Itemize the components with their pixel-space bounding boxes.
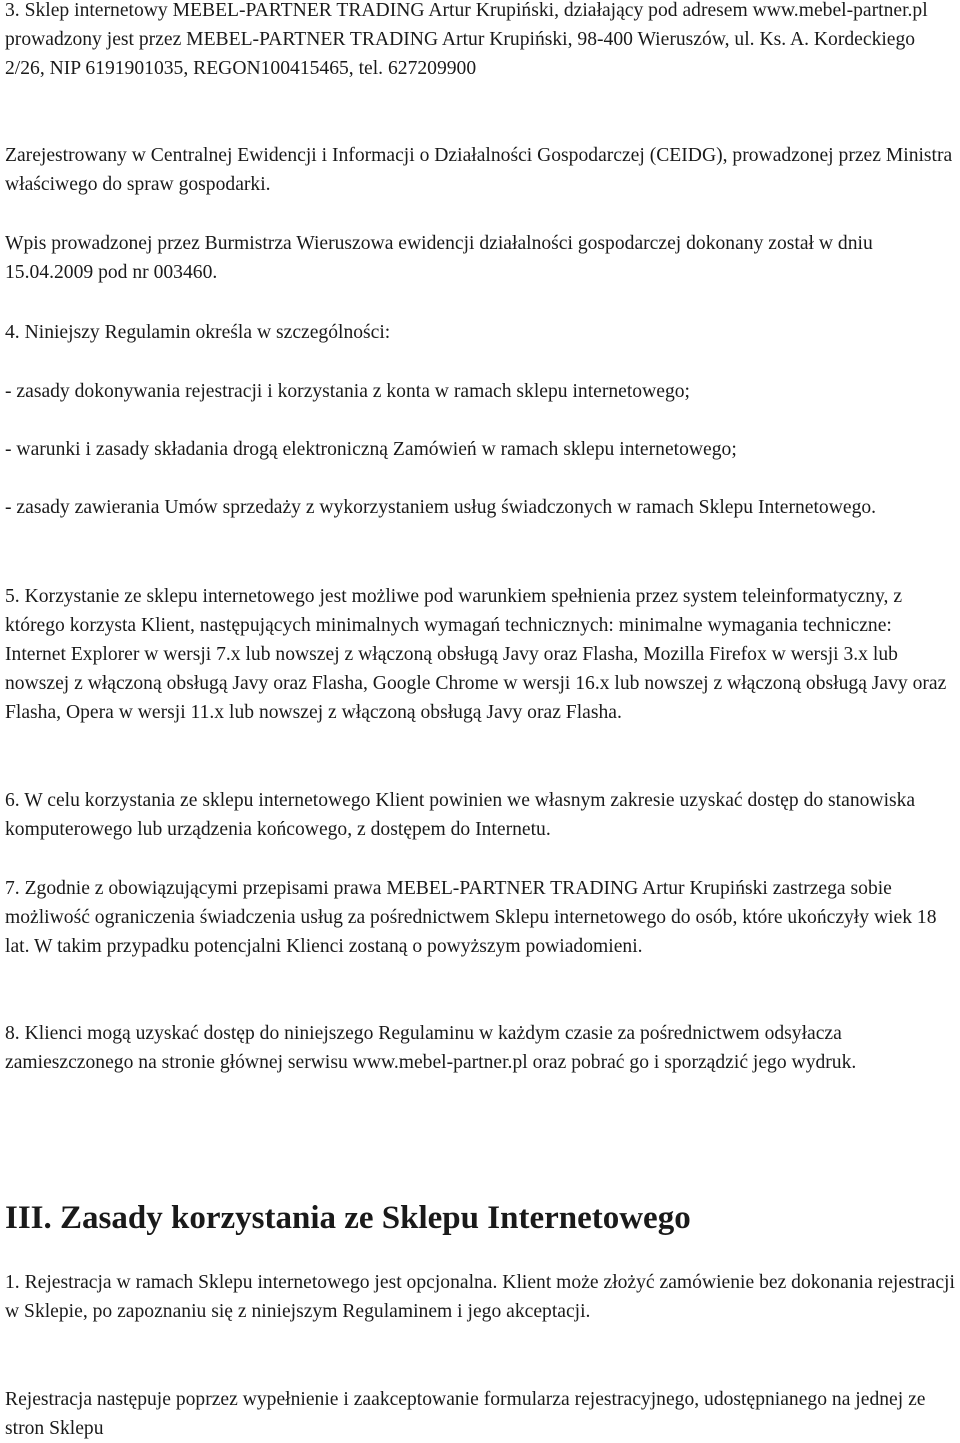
section-heading: III. Zasady korzystania ze Sklepu Internetowego bbox=[5, 1200, 691, 1236]
paragraph-wpis: Wpis prowadzonej przez Burmistrza Wieruszowa ewidencji działalności gospodarczej dokonany został w dniu 15.04.2009 pod nr 003460. bbox=[5, 233, 873, 283]
paragraph-ceidg: Zarejestrowany w Centralnej Ewidencji i Informacji o Działalności Gospodarczej (CEIDG), prowadzonej przez Ministra właściwego do spraw gospodarki. bbox=[5, 145, 953, 195]
section-paragraph-1: 1. Rejestracja w ramach Sklepu internetowego jest opcjonalna. Klient może złożyć zamówienie bez dokonania rejestracji w Sklepie, po zapoznaniu się z niniejszym Regulaminem i jego akceptacji. bbox=[5, 1272, 955, 1322]
paragraph-4-item-a: - zasady dokonywania rejestracji i korzystania z konta w ramach sklepu internetowego; bbox=[5, 381, 690, 402]
paragraph-6-access: 6. W celu korzystania ze sklepu internetowego Klient powinien we własnym zakresie uzyskać dostęp do stanowiska komputerowego lub urządzenia końcowego, z dostępem do Internetu. bbox=[5, 790, 916, 840]
paragraph-4-item-c: - zasady zawierania Umów sprzedaży z wykorzystaniem usług świadczonych w ramach Sklepu Internetowego. bbox=[5, 497, 877, 518]
paragraph-7-age-limit: 7. Zgodnie z obowiązującymi przepisami prawa MEBEL-PARTNER TRADING Artur Krupiński zastrzega sobie możliwość ograniczenia świadczenia usług za pośrednictwem Sklepu internetowego do osób, które ukończyły wiek 18 lat. W takim przypadku potencjalni Klienci zostaną o powyższym powiadomieni. bbox=[5, 878, 937, 957]
paragraph-8-regulamin-access: 8. Klienci mogą uzyskać dostęp do niniejszego Regulaminu w każdym czasie za pośrednictwem odsyłacza zamieszczonego na stronie głównej serwisu www.mebel-partner.pl oraz pobrać go i sporządzić jego wydruk. bbox=[5, 1023, 857, 1073]
paragraph-4-scope: 4. Niniejszy Regulamin określa w szczególności: bbox=[5, 322, 391, 343]
paragraph-4-item-b: - warunki i zasady składania drogą elektroniczną Zamówień w ramach sklepu internetowego; bbox=[5, 439, 737, 460]
paragraph-3-shop-info: 3. Sklep internetowy MEBEL-PARTNER TRADING Artur Krupiński, działający pod adresem www.mebel-partner.pl prowadzony jest przez MEBEL-PARTNER TRADING Artur Krupiński, 98-400 Wieruszów, ul. Ks. A. Kordeckiego 2/26, NIP 6191901035, REGON100415465, tel. 627209900 bbox=[5, 0, 928, 79]
paragraph-5-requirements: 5. Korzystanie ze sklepu internetowego jest możliwe pod warunkiem spełnienia przez system teleinformatyczny, z którego korzysta Klient, następujących minimalnych wymagań technicznych: minimalne wymagania techniczne: Internet Explorer w wersji 7.x lub nowszej z włączoną obsługą Javy oraz Flasha, Mozilla Firefox w wersji 3.x lub nowszej z włączoną obsługą Javy oraz Flasha, Google Chrome w wersji 16.x lub nowszej z włączoną obsługą Javy oraz Flasha, Opera w wersji 11.x lub nowszej z włączoną obsługą Javy oraz Flasha. bbox=[5, 586, 947, 723]
section-paragraph-2: Rejestracja następuje poprzez wypełnienie i zaakceptowanie formularza rejestracyjnego, udostępnianego na jednej ze stron Sklepu bbox=[5, 1389, 926, 1439]
